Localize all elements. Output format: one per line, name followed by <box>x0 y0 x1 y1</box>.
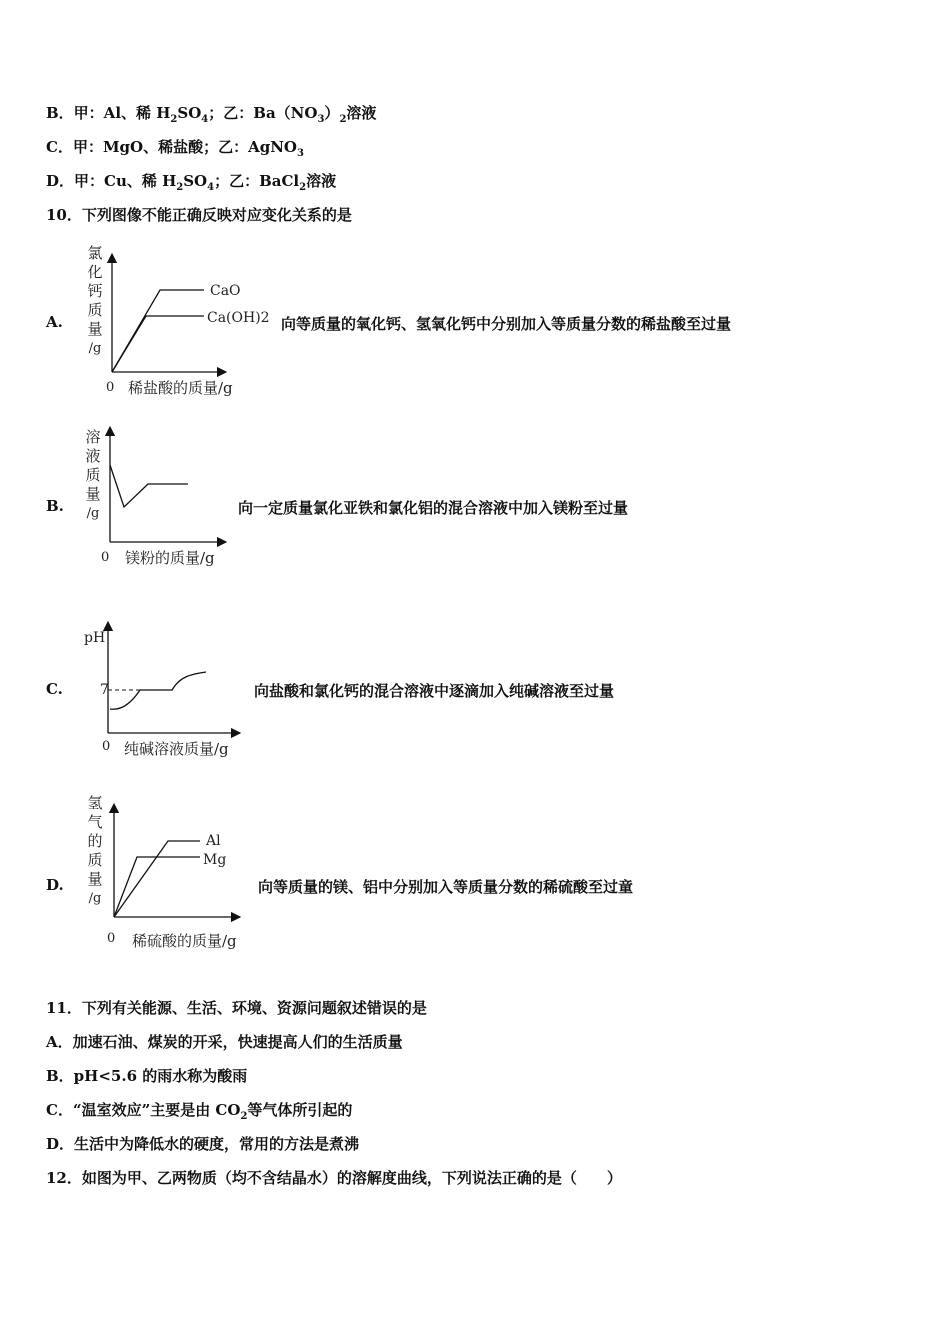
q12-stem: 12．如图为甲、乙两物质（均不含结晶水）的溶解度曲线，下列说法正确的是（ ） <box>46 1169 622 1187</box>
q11-option-a: A．加速石油、煤炭的开采，快速提高人们的生活质量 <box>46 1033 403 1051</box>
ph7-tick: 7 <box>100 682 109 698</box>
origin-label: 0 <box>107 931 116 946</box>
q9-option-b: B．甲：Al、稀 $H_2SO_4$；乙：$Ba(NO_3)_2$溶液 <box>46 104 377 125</box>
x-axis-label: 稀盐酸的质量/g <box>128 379 233 397</box>
cao-curve <box>112 290 204 372</box>
origin-label: 0 <box>102 739 111 754</box>
x-axis-label: 纯碱溶液质量/g <box>124 740 229 758</box>
q10-option-a-letter: A. <box>46 313 63 331</box>
ph-axis-label: pH <box>84 630 106 646</box>
q11-stem: 11．下列有关能源、生活、环境、资源问题叙述错误的是 <box>46 999 427 1017</box>
q10-option-b-letter: B. <box>46 497 64 515</box>
mg-curve <box>114 857 200 917</box>
q10-b-graph <box>98 425 238 570</box>
origin-label: 0 <box>106 380 115 395</box>
q10-option-b-desc: 向一定质量氯化亚铁和氯化铝的混合溶液中加入镁粉至过量 <box>238 499 629 517</box>
q10-option-a-desc: 向等质量的氧化钙、氢氧化钙中分别加入等质量分数的稀盐酸至过量 <box>281 315 732 333</box>
q10-c-graph <box>80 620 250 765</box>
caoh2-curve <box>112 316 204 372</box>
origin-label: 0 <box>101 550 110 565</box>
q10-stem: 10．下列图像不能正确反映对应变化关系的是 <box>46 206 352 224</box>
solution-mass-curve <box>110 465 188 507</box>
caoh2-label: Ca(OH)2 <box>207 310 270 326</box>
x-axis-label: 稀硫酸的质量/g <box>132 932 237 950</box>
ph-curve <box>110 672 206 709</box>
q10-option-c-letter: C. <box>46 680 63 698</box>
q9-option-d: D．甲：Cu、稀 $H_2SO_4$；乙：BaCl$_2$溶液 <box>46 172 337 193</box>
cao-label: CaO <box>210 283 241 299</box>
q10-d-ylabel: 氢 气 的 质 量 /g <box>87 794 103 906</box>
q11-option-c: C．“温室效应”主要是由 $CO_2$等气体所引起的 <box>46 1101 353 1122</box>
q10-option-d-letter: D. <box>46 876 64 894</box>
q11-option-d: D．生活中为降低水的硬度，常用的方法是煮沸 <box>46 1135 360 1153</box>
q10-option-d-desc: 向等质量的镁、铝中分别加入等质量分数的稀硫酸至过童 <box>258 878 634 896</box>
al-label: Al <box>206 833 221 849</box>
x-axis-label: 镁粉的质量/g <box>125 549 215 567</box>
mg-label: Mg <box>203 852 227 868</box>
q9-option-c: C．甲：MgO、稀盐酸；乙：AgNO$_3$ <box>46 138 304 159</box>
q10-option-c-desc: 向盐酸和氯化钙的混合溶液中逐滴加入纯碱溶液至过量 <box>254 682 615 700</box>
q10-a-graph <box>100 250 280 400</box>
q11-option-b: B．pH<5.6 的雨水称为酸雨 <box>46 1067 248 1085</box>
q10-b-ylabel: 溶 液 质 量 /g <box>85 428 101 521</box>
q10-d-graph <box>102 800 262 955</box>
al-curve <box>114 841 200 917</box>
q10-a-ylabel: 氯 化 钙 质 量 /g <box>87 244 103 356</box>
